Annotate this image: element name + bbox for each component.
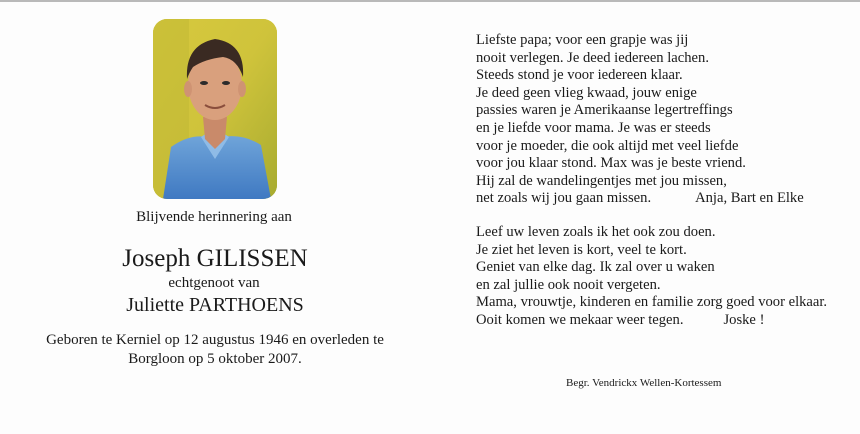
portrait-illustration — [153, 19, 277, 199]
verse-line — [476, 190, 804, 208]
verse-line: Liefste papa; voor een grapje was jij — [476, 32, 689, 48]
verse-line: Je deed geen vlieg kwaad, jouw enige — [476, 84, 697, 101]
verse-line: Hij zal de wandelingentjes met jou missen, — [476, 172, 727, 189]
dates-line-2: Borgloon op 5 oktober 2007. — [128, 351, 302, 367]
children-signature: Anja, Bart en Elke — [695, 190, 804, 207]
verse-wife — [476, 224, 827, 330]
verse-line: Je ziet het leven is kort, veel te kort. — [476, 241, 687, 258]
verse-line — [476, 312, 827, 330]
verse-line-text: Ooit komen we mekaar weer tegen. — [476, 311, 684, 328]
wife-signature: Joske ! — [723, 311, 765, 328]
remembrance-heading: Blijvende herinnering aan — [136, 209, 292, 225]
verse-line: en zal jullie ook nooit vergeten. — [476, 276, 661, 293]
verse-line: voor je moeder, die ook altijd met veel liefde — [476, 137, 739, 154]
undertaker-credit: Begr. Vendrickx Wellen-Kortessem — [566, 377, 722, 389]
deceased-name: Joseph GILISSEN — [122, 245, 308, 272]
verse-children — [476, 32, 804, 208]
verse-line: Mama, vrouwtje, kinderen en familie zorg goed voor elkaar. — [476, 294, 828, 311]
verse-line: Steeds stond je voor iedereen klaar. — [476, 67, 683, 84]
verse-line: Geniet van elke dag. Ik zal over u waken — [476, 259, 715, 276]
dates-line-1: Geboren te Kerniel op 12 augustus 1946 en overleden te — [46, 332, 384, 348]
verse-line: passies waren je Amerikaanse legertreffings — [476, 102, 733, 119]
verse-line: nooit verlegen. Je deed iedereen lachen. — [476, 49, 709, 66]
birth-death-dates — [20, 331, 410, 369]
relation-label: echtgenoot van — [168, 275, 260, 291]
verse-line: en je liefde voor mama. Je was er steeds — [476, 119, 711, 136]
verse-line-text: net zoals wij jou gaan missen. — [476, 190, 652, 207]
top-border — [0, 0, 860, 2]
verse-line: Leef uw leven zoals ik het ook zou doen. — [476, 224, 716, 240]
spouse-name: Juliette PARTHOENS — [126, 294, 304, 316]
portrait-photo — [153, 19, 277, 199]
verse-line: voor jou klaar stond. Max was je beste vriend. — [476, 155, 746, 172]
